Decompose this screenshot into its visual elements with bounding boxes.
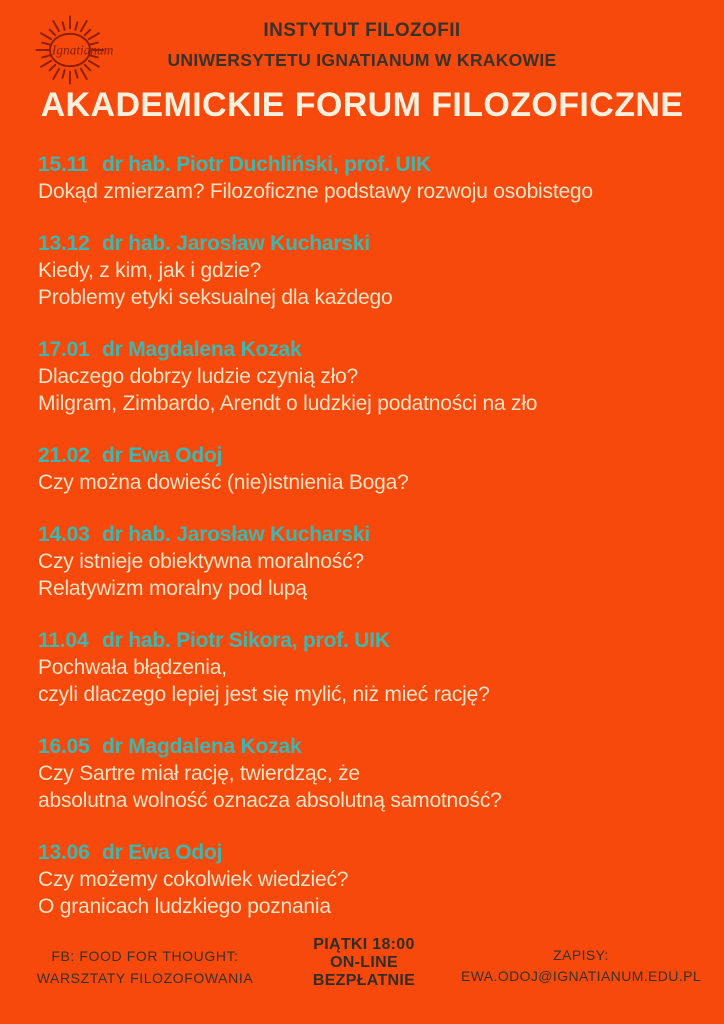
event-item <box>38 442 688 496</box>
event-speaker: dr hab. Piotr Duchliński, prof. UIK <box>102 153 432 176</box>
logo-text: Ignatianum <box>51 42 114 58</box>
event-heading <box>38 151 688 178</box>
facebook-line: FB: FOOD FOR THOUGHT: <box>51 948 239 964</box>
event-speaker: dr hab. Jarosław Kucharski <box>102 523 370 546</box>
ignatianum-logo <box>22 10 118 90</box>
event-topic-line: Relatywizm moralny pod lupą <box>38 577 307 600</box>
event-date: 13.12 <box>38 232 90 255</box>
footer-registration-info <box>438 936 724 987</box>
event-heading <box>38 442 688 469</box>
event-topic-line: Dlaczego dobrzy ludzie czynią zło? <box>38 365 359 388</box>
event-date: 15.11 <box>38 153 89 176</box>
event-topic-line: Czy Sartre miał rację, twierdząc, że <box>38 762 360 785</box>
event-item <box>38 627 688 708</box>
page-title: AKADEMICKIE FORUM FILOZOFICZNE <box>40 86 684 124</box>
event-speaker: dr hab. Piotr Sikora, prof. UIK <box>102 629 390 652</box>
event-heading <box>38 839 688 866</box>
university-name: UNIWERSYTETU IGNATIANUM W KRAKOWIE <box>167 50 557 70</box>
event-item <box>38 839 688 920</box>
sunburst-icon <box>22 10 118 90</box>
event-topic-line: Milgram, Zimbardo, Arendt o ludzkiej podatności na zło <box>38 392 538 415</box>
event-item <box>38 230 688 311</box>
event-topic-line: Czy można dowieść (nie)istnienia Boga? <box>38 471 409 494</box>
event-item <box>38 733 688 814</box>
event-item <box>38 151 688 205</box>
footer-facebook-info <box>0 936 290 989</box>
event-speaker: dr Ewa Odoj <box>102 841 223 864</box>
event-date: 16.05 <box>38 735 90 758</box>
event-date: 11.04 <box>38 629 89 652</box>
event-topic-line: Kiedy, z kim, jak i gdzie? <box>38 259 262 282</box>
event-date: 21.02 <box>38 444 90 467</box>
event-heading <box>38 336 688 363</box>
workshop-line: WARSZTATY FILOZOFOWANIA <box>36 970 254 986</box>
time-line: PIĄTKI 18:00 <box>313 936 415 953</box>
event-date: 13.06 <box>38 841 90 864</box>
footer <box>0 936 724 990</box>
event-topic-line: O granicach ludzkiego poznania <box>38 895 331 918</box>
event-heading <box>38 521 688 548</box>
event-date: 14.03 <box>38 523 90 546</box>
online-line: ON-LINE <box>330 954 398 971</box>
free-line: BEZPŁATNIE <box>312 972 416 989</box>
event-heading <box>38 733 688 760</box>
event-topic-line: Pochwała błądzenia, <box>38 656 227 679</box>
footer-schedule-info <box>290 936 438 990</box>
event-item <box>38 521 688 602</box>
event-topic-line: Dokąd zmierzam? Filozoficzne podstawy rozwoju osobistego <box>38 180 593 203</box>
event-date: 17.01 <box>38 338 90 361</box>
event-topic-line: Czy możemy cokolwiek wiedzieć? <box>38 868 349 891</box>
event-speaker: dr Magdalena Kozak <box>102 735 302 758</box>
event-topic-line: Problemy etyki seksualnej dla każdego <box>38 286 393 309</box>
event-topic-line: Czy istnieje obiektywna moralność? <box>38 550 364 573</box>
event-list <box>0 125 724 920</box>
event-speaker: dr hab. Jarosław Kucharski <box>102 232 370 255</box>
event-topic-line: czyli dlaczego lepiej jest się mylić, niż mieć rację? <box>38 683 490 706</box>
signup-email: EWA.ODOJ@IGNATIANUM.EDU.PL <box>460 968 702 984</box>
event-heading <box>38 230 688 257</box>
event-topic-line: absolutna wolność oznacza absolutną samotność? <box>38 789 502 812</box>
institute-name: INSTYTUT FILOZOFII <box>263 20 461 41</box>
event-heading <box>38 627 688 654</box>
signup-label: ZAPISY: <box>553 947 609 963</box>
event-speaker: dr Magdalena Kozak <box>102 338 302 361</box>
event-speaker: dr Ewa Odoj <box>102 444 223 467</box>
event-item <box>38 336 688 417</box>
